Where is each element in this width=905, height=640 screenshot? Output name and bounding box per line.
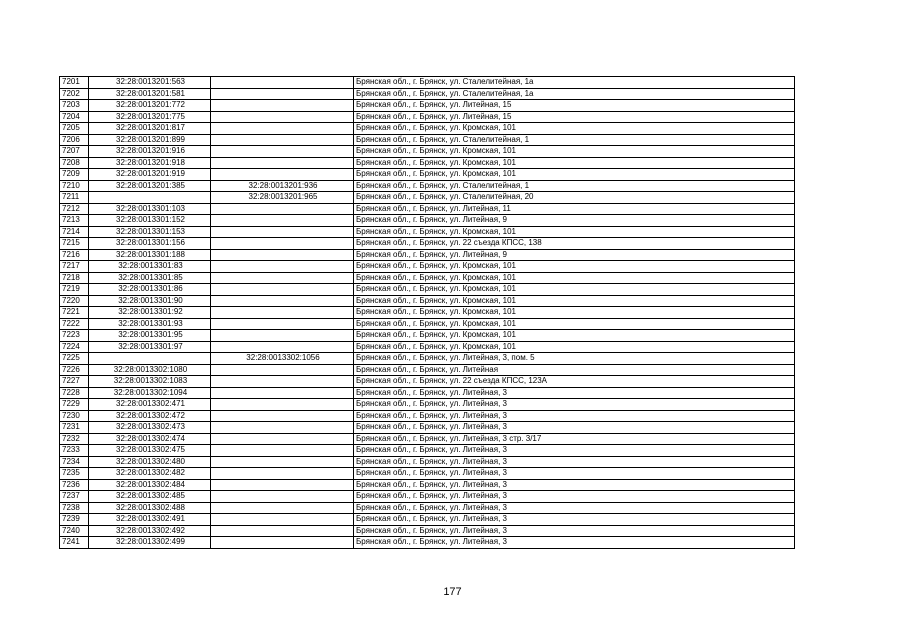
row-number-cell: 7207	[60, 146, 89, 158]
table-row	[60, 502, 795, 514]
row-number-cell: 7204	[60, 111, 89, 123]
row-number-cell: 7201	[60, 77, 89, 89]
address-cell: Брянская обл., г. Брянск, ул. Литейная, 3	[354, 525, 795, 537]
parent-cadastral-cell	[211, 272, 354, 284]
address-cell: Брянская обл., г. Брянск, ул. Литейная, 11	[354, 203, 795, 215]
table-row	[60, 422, 795, 434]
table-row	[60, 192, 795, 204]
cadastral-number-cell: 32:28:0013302:1083	[89, 376, 211, 388]
cadastral-number-cell: 32:28:0013201:772	[89, 100, 211, 112]
cadastral-number-cell	[89, 192, 211, 204]
cadastral-number-cell: 32:28:0013301:90	[89, 295, 211, 307]
row-number-cell: 7239	[60, 514, 89, 526]
cadastral-number-cell: 32:28:0013301:97	[89, 341, 211, 353]
address-cell: Брянская обл., г. Брянск, ул. Сталелитейная, 1	[354, 180, 795, 192]
table-row	[60, 215, 795, 227]
row-number-cell: 7238	[60, 502, 89, 514]
cadastral-number-cell: 32:28:0013302:484	[89, 479, 211, 491]
row-number-cell: 7215	[60, 238, 89, 250]
row-number-cell: 7210	[60, 180, 89, 192]
parent-cadastral-cell	[211, 318, 354, 330]
row-number-cell: 7203	[60, 100, 89, 112]
address-cell: Брянская обл., г. Брянск, ул. Литейная, 3	[354, 387, 795, 399]
parent-cadastral-cell: 32:28:0013201:965	[211, 192, 354, 204]
row-number-cell: 7216	[60, 249, 89, 261]
parent-cadastral-cell	[211, 238, 354, 250]
row-number-cell: 7219	[60, 284, 89, 296]
table-row	[60, 100, 795, 112]
address-cell: Брянская обл., г. Брянск, ул. Литейная, 9	[354, 215, 795, 227]
table-row	[60, 180, 795, 192]
table-row	[60, 157, 795, 169]
table-row	[60, 261, 795, 273]
address-cell: Брянская обл., г. Брянск, ул. Литейная, 3 стр. 3/17	[354, 433, 795, 445]
address-cell: Брянская обл., г. Брянск, ул. Кромская, 101	[354, 341, 795, 353]
cadastral-number-cell: 32:28:0013301:103	[89, 203, 211, 215]
cadastral-number-cell: 32:28:0013301:152	[89, 215, 211, 227]
parent-cadastral-cell	[211, 261, 354, 273]
table-row	[60, 445, 795, 457]
table-row	[60, 318, 795, 330]
parent-cadastral-cell	[211, 491, 354, 503]
cadastral-number-cell: 32:28:0013302:485	[89, 491, 211, 503]
cadastral-number-cell: 32:28:0013302:491	[89, 514, 211, 526]
parent-cadastral-cell	[211, 77, 354, 89]
address-cell: Брянская обл., г. Брянск, ул. Кромская, 101	[354, 330, 795, 342]
row-number-cell: 7234	[60, 456, 89, 468]
address-cell: Брянская обл., г. Брянск, ул. Литейная, 15	[354, 111, 795, 123]
table-row	[60, 399, 795, 411]
address-cell: Брянская обл., г. Брянск, ул. 22 съезда КПСС, 138	[354, 238, 795, 250]
row-number-cell: 7224	[60, 341, 89, 353]
parent-cadastral-cell	[211, 376, 354, 388]
parent-cadastral-cell	[211, 468, 354, 480]
cadastral-number-cell: 32:28:0013302:471	[89, 399, 211, 411]
parent-cadastral-cell	[211, 203, 354, 215]
row-number-cell: 7240	[60, 525, 89, 537]
cadastral-number-cell: 32:28:0013201:775	[89, 111, 211, 123]
cadastral-number-cell: 32:28:0013301:156	[89, 238, 211, 250]
table-row	[60, 123, 795, 135]
table-row	[60, 203, 795, 215]
cadastral-number-cell: 32:28:0013301:86	[89, 284, 211, 296]
cadastral-number-cell: 32:28:0013302:1080	[89, 364, 211, 376]
address-cell: Брянская обл., г. Брянск, ул. Литейная, 3, пом. 5	[354, 353, 795, 365]
table-row	[60, 410, 795, 422]
cadastral-number-cell: 32:28:0013302:1094	[89, 387, 211, 399]
parent-cadastral-cell	[211, 479, 354, 491]
table-row	[60, 307, 795, 319]
cadastral-number-cell: 32:28:0013201:581	[89, 88, 211, 100]
table-row	[60, 169, 795, 181]
table-row	[60, 134, 795, 146]
address-cell: Брянская обл., г. Брянск, ул. Сталелитейная, 1а	[354, 88, 795, 100]
parent-cadastral-cell: 32:28:0013302:1056	[211, 353, 354, 365]
address-cell: Брянская обл., г. Брянск, ул. Кромская, 101	[354, 123, 795, 135]
parent-cadastral-cell	[211, 226, 354, 238]
cadastral-number-cell: 32:28:0013201:899	[89, 134, 211, 146]
address-cell: Брянская обл., г. Брянск, ул. Сталелитейная, 1	[354, 134, 795, 146]
row-number-cell: 7205	[60, 123, 89, 135]
parent-cadastral-cell	[211, 387, 354, 399]
row-number-cell: 7202	[60, 88, 89, 100]
row-number-cell: 7217	[60, 261, 89, 273]
parent-cadastral-cell	[211, 295, 354, 307]
address-cell: Брянская обл., г. Брянск, ул. Литейная, 3	[354, 445, 795, 457]
parent-cadastral-cell	[211, 100, 354, 112]
address-cell: Брянская обл., г. Брянск, ул. Литейная, 3	[354, 456, 795, 468]
table-row	[60, 433, 795, 445]
address-cell: Брянская обл., г. Брянск, ул. Литейная, 3	[354, 514, 795, 526]
row-number-cell: 7233	[60, 445, 89, 457]
parent-cadastral-cell	[211, 88, 354, 100]
address-cell: Брянская обл., г. Брянск, ул. Литейная, 3	[354, 410, 795, 422]
table-row	[60, 330, 795, 342]
parent-cadastral-cell	[211, 422, 354, 434]
address-cell: Брянская обл., г. Брянск, ул. Кромская, 101	[354, 272, 795, 284]
parent-cadastral-cell	[211, 445, 354, 457]
row-number-cell: 7237	[60, 491, 89, 503]
row-number-cell: 7226	[60, 364, 89, 376]
parent-cadastral-cell	[211, 537, 354, 549]
table-row	[60, 88, 795, 100]
cadastral-number-cell: 32:28:0013302:475	[89, 445, 211, 457]
parent-cadastral-cell	[211, 284, 354, 296]
address-cell: Брянская обл., г. Брянск, ул. Литейная, 3	[354, 491, 795, 503]
table-row	[60, 456, 795, 468]
parent-cadastral-cell	[211, 307, 354, 319]
parent-cadastral-cell	[211, 215, 354, 227]
parent-cadastral-cell	[211, 433, 354, 445]
address-cell: Брянская обл., г. Брянск, ул. 22 съезда КПСС, 123А	[354, 376, 795, 388]
parent-cadastral-cell	[211, 169, 354, 181]
cadastral-number-cell: 32:28:0013302:488	[89, 502, 211, 514]
row-number-cell: 7229	[60, 399, 89, 411]
cadastral-number-cell: 32:28:0013301:83	[89, 261, 211, 273]
parent-cadastral-cell	[211, 399, 354, 411]
cadastral-number-cell: 32:28:0013301:188	[89, 249, 211, 261]
row-number-cell: 7211	[60, 192, 89, 204]
parent-cadastral-cell	[211, 157, 354, 169]
address-cell: Брянская обл., г. Брянск, ул. Литейная, 3	[354, 399, 795, 411]
table-row	[60, 514, 795, 526]
address-cell: Брянская обл., г. Брянск, ул. Кромская, 101	[354, 169, 795, 181]
table-row	[60, 376, 795, 388]
parent-cadastral-cell	[211, 249, 354, 261]
table-row	[60, 525, 795, 537]
parent-cadastral-cell	[211, 502, 354, 514]
cadastral-number-cell: 32:28:0013302:499	[89, 537, 211, 549]
cadastral-number-cell: 32:28:0013302:474	[89, 433, 211, 445]
parent-cadastral-cell	[211, 111, 354, 123]
row-number-cell: 7225	[60, 353, 89, 365]
row-number-cell: 7209	[60, 169, 89, 181]
row-number-cell: 7232	[60, 433, 89, 445]
cadastral-number-cell: 32:28:0013302:480	[89, 456, 211, 468]
address-cell: Брянская обл., г. Брянск, ул. Кромская, 101	[354, 261, 795, 273]
parent-cadastral-cell: 32:28:0013201:936	[211, 180, 354, 192]
row-number-cell: 7206	[60, 134, 89, 146]
registry-table-body	[60, 77, 795, 549]
address-cell: Брянская обл., г. Брянск, ул. Литейная, 3	[354, 537, 795, 549]
address-cell: Брянская обл., г. Брянск, ул. Кромская, 101	[354, 318, 795, 330]
parent-cadastral-cell	[211, 330, 354, 342]
cadastral-number-cell: 32:28:0013201:817	[89, 123, 211, 135]
parent-cadastral-cell	[211, 364, 354, 376]
address-cell: Брянская обл., г. Брянск, ул. Литейная, 15	[354, 100, 795, 112]
page-number: 177	[443, 586, 462, 598]
row-number-cell: 7227	[60, 376, 89, 388]
cadastral-number-cell: 32:28:0013201:918	[89, 157, 211, 169]
cadastral-number-cell: 32:28:0013201:916	[89, 146, 211, 158]
address-cell: Брянская обл., г. Брянск, ул. Литейная, 3	[354, 422, 795, 434]
cadastral-number-cell	[89, 353, 211, 365]
cadastral-number-cell: 32:28:0013301:93	[89, 318, 211, 330]
row-number-cell: 7214	[60, 226, 89, 238]
cadastral-number-cell: 32:28:0013302:472	[89, 410, 211, 422]
table-row	[60, 479, 795, 491]
table-row	[60, 146, 795, 158]
parent-cadastral-cell	[211, 514, 354, 526]
parent-cadastral-cell	[211, 341, 354, 353]
row-number-cell: 7235	[60, 468, 89, 480]
parent-cadastral-cell	[211, 410, 354, 422]
cadastral-number-cell: 32:28:0013301:95	[89, 330, 211, 342]
row-number-cell: 7230	[60, 410, 89, 422]
row-number-cell: 7218	[60, 272, 89, 284]
cadastral-number-cell: 32:28:0013302:482	[89, 468, 211, 480]
row-number-cell: 7241	[60, 537, 89, 549]
address-cell: Брянская обл., г. Брянск, ул. Кромская, 101	[354, 295, 795, 307]
cadastral-number-cell: 32:28:0013201:385	[89, 180, 211, 192]
table-row	[60, 238, 795, 250]
parent-cadastral-cell	[211, 123, 354, 135]
table-row	[60, 537, 795, 549]
cadastral-number-cell: 32:28:0013201:919	[89, 169, 211, 181]
address-cell: Брянская обл., г. Брянск, ул. Кромская, 101	[354, 307, 795, 319]
table-row	[60, 272, 795, 284]
address-cell: Брянская обл., г. Брянск, ул. Кромская, 101	[354, 226, 795, 238]
row-number-cell: 7220	[60, 295, 89, 307]
address-cell: Брянская обл., г. Брянск, ул. Литейная, 3	[354, 479, 795, 491]
row-number-cell: 7228	[60, 387, 89, 399]
row-number-cell: 7222	[60, 318, 89, 330]
table-row	[60, 249, 795, 261]
table-row	[60, 226, 795, 238]
cadastral-number-cell: 32:28:0013302:492	[89, 525, 211, 537]
table-row	[60, 387, 795, 399]
address-cell: Брянская обл., г. Брянск, ул. Литейная	[354, 364, 795, 376]
parent-cadastral-cell	[211, 525, 354, 537]
cadastral-number-cell: 32:28:0013301:153	[89, 226, 211, 238]
table-row	[60, 295, 795, 307]
address-cell: Брянская обл., г. Брянск, ул. Кромская, 101	[354, 146, 795, 158]
table-row	[60, 77, 795, 89]
table-row	[60, 468, 795, 480]
table-row	[60, 284, 795, 296]
row-number-cell: 7213	[60, 215, 89, 227]
cadastral-number-cell: 32:28:0013301:92	[89, 307, 211, 319]
address-cell: Брянская обл., г. Брянск, ул. Сталелитейная, 1а	[354, 77, 795, 89]
cadastral-number-cell: 32:28:0013201:563	[89, 77, 211, 89]
table-row	[60, 353, 795, 365]
table-row	[60, 111, 795, 123]
row-number-cell: 7231	[60, 422, 89, 434]
registry-table	[59, 76, 795, 549]
address-cell: Брянская обл., г. Брянск, ул. Кромская, 101	[354, 284, 795, 296]
parent-cadastral-cell	[211, 134, 354, 146]
parent-cadastral-cell	[211, 456, 354, 468]
address-cell: Брянская обл., г. Брянск, ул. Литейная, 3	[354, 468, 795, 480]
row-number-cell: 7236	[60, 479, 89, 491]
parent-cadastral-cell	[211, 146, 354, 158]
row-number-cell: 7208	[60, 157, 89, 169]
row-number-cell: 7212	[60, 203, 89, 215]
address-cell: Брянская обл., г. Брянск, ул. Сталелитейная, 20	[354, 192, 795, 204]
table-row	[60, 491, 795, 503]
address-cell: Брянская обл., г. Брянск, ул. Литейная, 9	[354, 249, 795, 261]
table-row	[60, 364, 795, 376]
row-number-cell: 7221	[60, 307, 89, 319]
address-cell: Брянская обл., г. Брянск, ул. Литейная, 3	[354, 502, 795, 514]
cadastral-number-cell: 32:28:0013302:473	[89, 422, 211, 434]
cadastral-number-cell: 32:28:0013301:85	[89, 272, 211, 284]
address-cell: Брянская обл., г. Брянск, ул. Кромская, 101	[354, 157, 795, 169]
table-row	[60, 341, 795, 353]
row-number-cell: 7223	[60, 330, 89, 342]
